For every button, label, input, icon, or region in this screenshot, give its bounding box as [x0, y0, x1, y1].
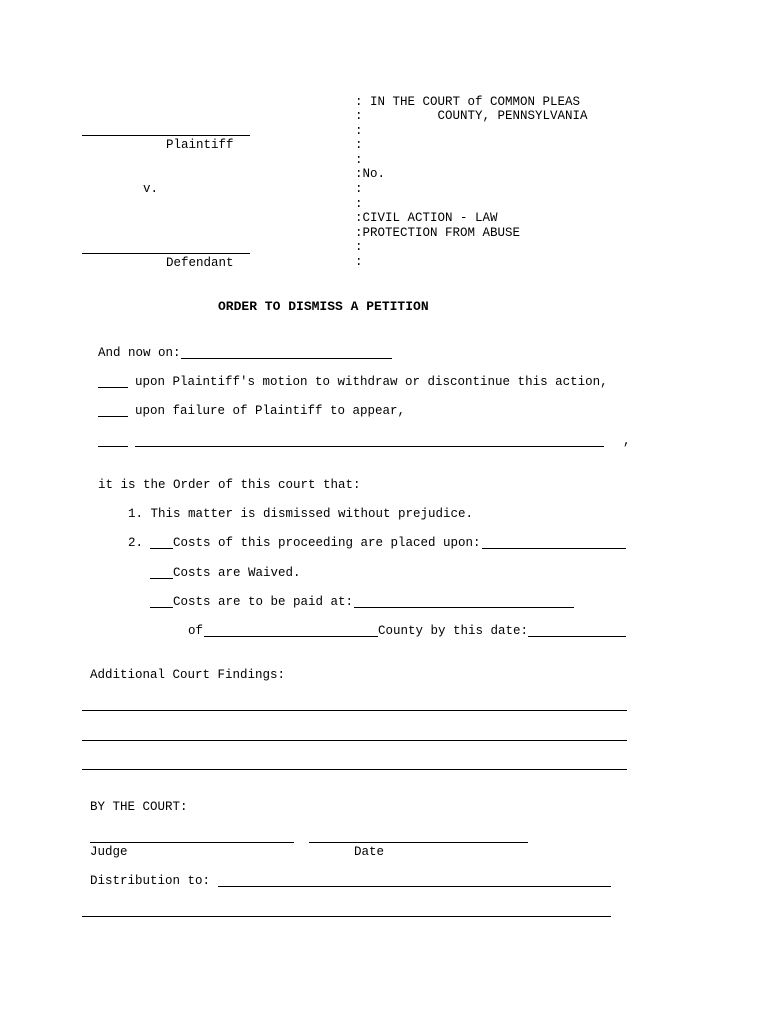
other-reason-comma: ,: [623, 434, 631, 448]
date-signature-line[interactable]: [309, 842, 528, 843]
plaintiff-name-line[interactable]: [82, 135, 250, 136]
defendant-label: Defendant: [166, 256, 234, 270]
costs-paid-at-label: Costs are to be paid at:: [173, 595, 354, 609]
costs-placed-check-line[interactable]: [150, 548, 173, 549]
costs-placed-upon-line[interactable]: [482, 548, 626, 549]
by-the-court-label: BY THE COURT:: [90, 800, 188, 814]
findings-line[interactable]: [82, 710, 627, 711]
caption-line: :PROTECTION FROM ABUSE: [355, 226, 521, 240]
county-line[interactable]: [204, 636, 378, 637]
findings-line[interactable]: [82, 740, 627, 741]
item-1-text: 1. This matter is dismissed without prejudice.: [128, 507, 474, 521]
item-2-number: 2.: [128, 536, 144, 550]
other-check-line[interactable]: [98, 446, 128, 447]
plaintiff-label: Plaintiff: [166, 138, 234, 152]
document-title: ORDER TO DISMISS A PETITION: [218, 299, 429, 314]
of-label: of: [188, 624, 204, 638]
failure-option-text: upon failure of Plaintiff to appear,: [135, 404, 406, 418]
failure-check-line[interactable]: [98, 416, 128, 417]
other-reason-line[interactable]: [135, 446, 604, 447]
caption-line: :: [355, 138, 363, 152]
caption-line: :: [355, 153, 363, 167]
costs-paid-check-line[interactable]: [150, 607, 173, 608]
caption-line: :CIVIL ACTION - LAW: [355, 211, 498, 225]
defendant-name-line[interactable]: [82, 253, 250, 254]
caption-line: :: [355, 124, 363, 138]
costs-waived-label: Costs are Waived.: [173, 566, 301, 580]
and-now-on-line[interactable]: [181, 358, 392, 359]
versus-label: v.: [143, 182, 159, 196]
caption-line: : COUNTY, PENNSYLVANIA: [355, 109, 588, 123]
costs-paid-at-line[interactable]: [354, 607, 574, 608]
distribution-line[interactable]: [218, 886, 611, 887]
caption-line-number: :No.: [355, 167, 386, 181]
caption-line: : IN THE COURT of COMMON PLEAS: [355, 95, 581, 109]
withdraw-option-text: upon Plaintiff's motion to withdraw or discontinue this action,: [135, 375, 608, 389]
county-by-date-label: County by this date:: [378, 624, 529, 638]
caption-line: :: [355, 182, 363, 196]
distribution-label: Distribution to:: [90, 874, 211, 888]
costs-placed-label: Costs of this proceeding are placed upon:: [173, 536, 481, 550]
judge-label: Judge: [90, 845, 128, 859]
withdraw-check-line[interactable]: [98, 387, 128, 388]
caption-line: :: [355, 240, 363, 254]
additional-findings-label: Additional Court Findings:: [90, 668, 286, 682]
caption-line: :: [355, 197, 363, 211]
caption-line: :: [355, 255, 363, 269]
distribution-line-2[interactable]: [82, 916, 611, 917]
findings-line[interactable]: [82, 769, 627, 770]
and-now-on-label: And now on:: [98, 346, 181, 360]
by-date-line[interactable]: [528, 636, 626, 637]
date-label: Date: [354, 845, 385, 859]
order-intro: it is the Order of this court that:: [98, 478, 361, 492]
judge-signature-line[interactable]: [90, 842, 294, 843]
costs-waived-check-line[interactable]: [150, 578, 173, 579]
